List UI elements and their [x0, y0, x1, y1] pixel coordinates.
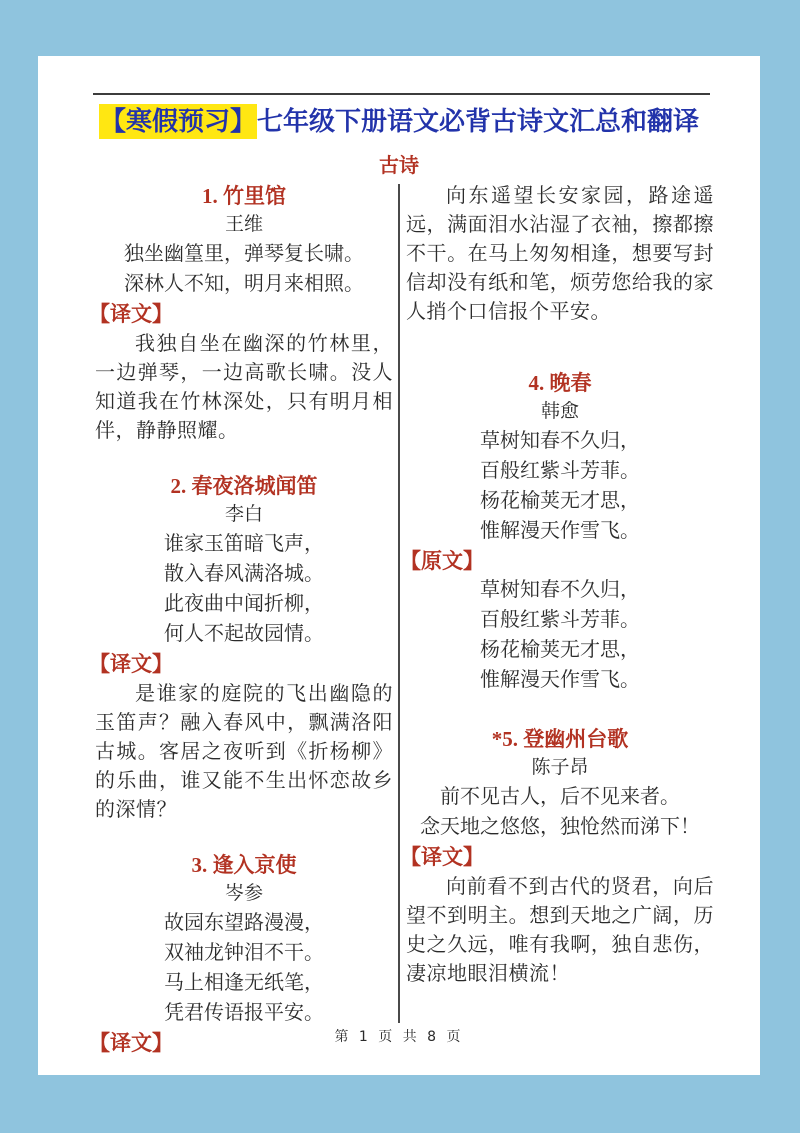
- poem-body: [95, 908, 393, 1028]
- poem-title: 2. 春夜洛城闻笛: [170, 474, 318, 498]
- section-label: 【译文】: [400, 845, 484, 869]
- poem-line: 凭君传语报平安。: [164, 1002, 324, 1024]
- translation-section: [406, 182, 714, 327]
- poem-title: *5. 登幽州台歌: [491, 727, 629, 751]
- title-text: 七年级下册语文必背古诗文汇总和翻译: [257, 107, 700, 136]
- poem-title: 3. 逢入京使: [191, 853, 297, 877]
- poem-section: [400, 369, 714, 695]
- poem-line: 双袖龙钟泪不干。: [164, 942, 324, 964]
- poem-body: [95, 239, 393, 299]
- poem-author: 王维: [224, 214, 263, 235]
- column-left: [89, 182, 393, 1057]
- translation-text: 我独自坐在幽深的竹林里，一边弹琴，一边高歌长啸。没人知道我在竹林深处，只有明月相伴，静静照耀。: [95, 333, 393, 442]
- poem-body: [406, 426, 714, 546]
- poem-body: [406, 782, 714, 842]
- title-highlight: 【寒假预习】: [99, 104, 257, 139]
- section-label: 【译文】: [89, 652, 173, 676]
- poem-line: 草树知春不久归，: [480, 579, 640, 601]
- poem-author: 岑参: [224, 883, 263, 904]
- poem-title: 1. 竹里馆: [202, 184, 286, 208]
- translation-text: 向前看不到古代的贤君，向后望不到明主。想到天地之广阔，历史之久远，唯有我啊，独自悲伤，凄凉地眼泪横流！: [406, 876, 714, 985]
- poem-line: 故园东望路漫漫，: [164, 912, 324, 934]
- poem-line: 前不见古人，后不见来者。: [440, 786, 680, 808]
- poem-line: 散入春风满洛城。: [164, 563, 324, 585]
- poem-line: 百般红紫斗芳菲。: [480, 460, 640, 482]
- poem-line: 何人不起故园情。: [164, 623, 324, 645]
- poem-line: 马上相逢无纸笔，: [164, 972, 324, 994]
- poem-author: 李白: [224, 504, 263, 525]
- poem-title: 4. 晚春: [528, 371, 592, 395]
- section-label: 【译文】: [89, 1031, 173, 1055]
- poem-line: 念天地之悠悠，独怆然而涕下！: [420, 816, 700, 838]
- column-right: [400, 182, 714, 989]
- translation-text: 是谁家的庭院的飞出幽隐的玉笛声？融入春风中，飘满洛阳古城。客居之夜听到《折杨柳》的乐曲，谁又能不生出怀恋故乡的深情？: [95, 683, 393, 821]
- poem-section: [400, 725, 714, 989]
- page-title: [38, 102, 760, 142]
- poem-section: [89, 472, 393, 825]
- poem-line: 独坐幽篁里，弹琴复长啸。: [124, 243, 364, 265]
- subtitle: 古诗: [379, 155, 419, 177]
- poem-body-original: [406, 575, 714, 695]
- poem-line: 杨花榆荚无才思，: [480, 639, 640, 661]
- page-footer: 第 1 页 共 8 页: [334, 1029, 464, 1045]
- poem-line: 百般红紫斗芳菲。: [480, 609, 640, 631]
- poem-section: [89, 182, 393, 446]
- section-label: 【译文】: [89, 302, 173, 326]
- poem-line: 谁家玉笛暗飞声，: [164, 533, 324, 555]
- top-rule: [93, 93, 710, 95]
- poem-line: 惟解漫天作雪飞。: [480, 669, 640, 691]
- poem-line: 草树知春不久归，: [480, 430, 640, 452]
- poem-line: 惟解漫天作雪飞。: [480, 520, 640, 542]
- poem-author: 韩愈: [540, 401, 579, 422]
- section-label: 【原文】: [400, 549, 484, 573]
- document-page: [38, 56, 760, 1075]
- poem-line: 深林人不知，明月来相照。: [124, 273, 364, 295]
- poem-line: 此夜曲中闻折柳，: [164, 593, 324, 615]
- column-divider: [398, 184, 400, 1023]
- translation-text: 向东遥望长安家园，路途遥远，满面泪水沾湿了衣袖，擦都擦不干。在马上匆匆相逢，想要写封信却没有纸和笔，烦劳您给我的家人捎个口信报个平安。: [406, 185, 714, 323]
- poem-line: 杨花榆荚无才思，: [480, 490, 640, 512]
- poem-author: 陈子昂: [531, 757, 589, 778]
- poem-body: [95, 529, 393, 649]
